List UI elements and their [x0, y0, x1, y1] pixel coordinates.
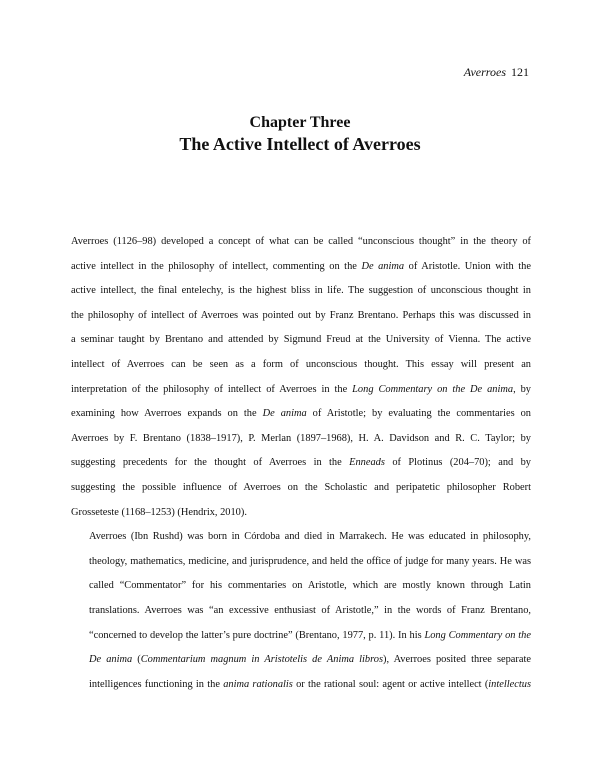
text-segment: called “Commentator” for his commentaries on Aristotle, which are mostly known through Latin — [89, 580, 531, 592]
text-line — [71, 599, 531, 624]
text-segment: translations. Averroes was “an excessive enthusiast of Aristotle,” in the words of Franz Brentano, — [89, 604, 531, 616]
page-number: 121 — [511, 65, 529, 79]
text-segment: or the rational soul: agent or active intellect ( — [292, 678, 489, 690]
running-title: Averroes — [463, 65, 506, 79]
text-line — [71, 427, 531, 452]
text-line — [71, 624, 531, 649]
running-header — [464, 64, 529, 80]
italic-text: Commentarium magnum in Aristotelis de Anima libros — [140, 654, 383, 666]
chapter-heading — [0, 113, 600, 155]
text-line — [71, 451, 531, 476]
text-segment: a seminar taught by Brentano and attended by Sigmund Freud at the University of Vienna. The active — [71, 334, 531, 346]
italic-text: Long Commentary on the — [424, 629, 531, 641]
text-segment: Grosseteste (1168–1253) (Hendrix, 2010). — [71, 506, 247, 518]
text-segment: ), Averroes posited three separate — [383, 654, 531, 666]
italic-text: anima rationalis — [223, 678, 293, 690]
italic-text: Long Commentary on the De anima — [352, 383, 514, 395]
text-segment: of Aristotle; by evaluating the commentaries on — [306, 408, 532, 420]
text-line — [71, 304, 531, 329]
italic-text: intellectus — [488, 678, 532, 690]
text-segment: of Plotinus (204–70); and by — [384, 457, 531, 469]
chapter-title: The Active Intellect of Averroes — [179, 134, 421, 154]
text-line — [71, 230, 531, 255]
text-segment: of Aristotle. Union with the — [404, 260, 531, 272]
text-line — [71, 378, 531, 403]
text-line — [71, 648, 531, 673]
italic-text: Enneads — [349, 457, 385, 469]
text-segment: interpretation of the philosophy of intellect of Averroes in the — [71, 383, 353, 395]
text-segment: suggesting the possible influence of Averroes on the Scholastic and peripatetic philosopher Robert — [71, 481, 531, 493]
italic-text: De anima — [262, 408, 307, 420]
text-line — [71, 501, 531, 526]
text-line — [71, 402, 531, 427]
text-segment: “concerned to develop the latter’s pure doctrine” (Brentano, 1977, p. 11). In his — [89, 629, 425, 641]
text-line — [71, 550, 531, 575]
text-segment: ( — [132, 654, 141, 666]
text-segment: intelligences functioning in the — [89, 678, 224, 690]
paragraph-1 — [71, 230, 531, 525]
text-line — [71, 673, 531, 698]
text-segment: the philosophy of intellect of Averroes was pointed out by Franz Brentano. Perhaps this was discussed in — [71, 309, 531, 321]
text-segment: intellect of Averroes can be seen as a form of unconscious thought. This essay will present an — [71, 358, 531, 370]
text-line — [71, 476, 531, 501]
text-segment: Averroes by F. Brentano (1838–1917), P. Merlan (1897–1968), H. A. Davidson and R. C. Taylor; by — [71, 432, 531, 444]
text-line — [71, 328, 531, 353]
body-text — [71, 230, 531, 697]
text-segment: examining how Averroes expands on the — [71, 408, 263, 420]
text-segment: active intellect in the philosophy of intellect, commenting on the — [71, 260, 362, 272]
text-segment: theology, mathematics, medicine, and jurisprudence, and held the office of judge for many years. He was — [89, 555, 531, 567]
text-line — [71, 255, 531, 280]
text-line — [71, 574, 531, 599]
chapter-label: Chapter Three — [249, 114, 351, 131]
italic-text: De anima — [89, 654, 133, 666]
text-segment: active intellect, the final entelechy, is the highest bliss in life. The suggestion of unconscious thought in — [71, 285, 531, 297]
text-segment: suggesting precedents for the thought of Averroes in the — [71, 457, 350, 469]
italic-text: De anima — [361, 260, 405, 272]
text-line — [71, 525, 531, 550]
text-line — [71, 279, 531, 304]
text-line — [71, 353, 531, 378]
text-segment: , by — [513, 383, 531, 395]
paragraph-2 — [71, 525, 531, 697]
text-segment: Averroes (1126–98) developed a concept of what can be called “unconscious thought” in the theory of — [71, 236, 531, 247]
text-segment: Averroes (Ibn Rushd) was born in Córdoba and died in Marrakech. He was educated in philosophy, — [89, 531, 531, 543]
